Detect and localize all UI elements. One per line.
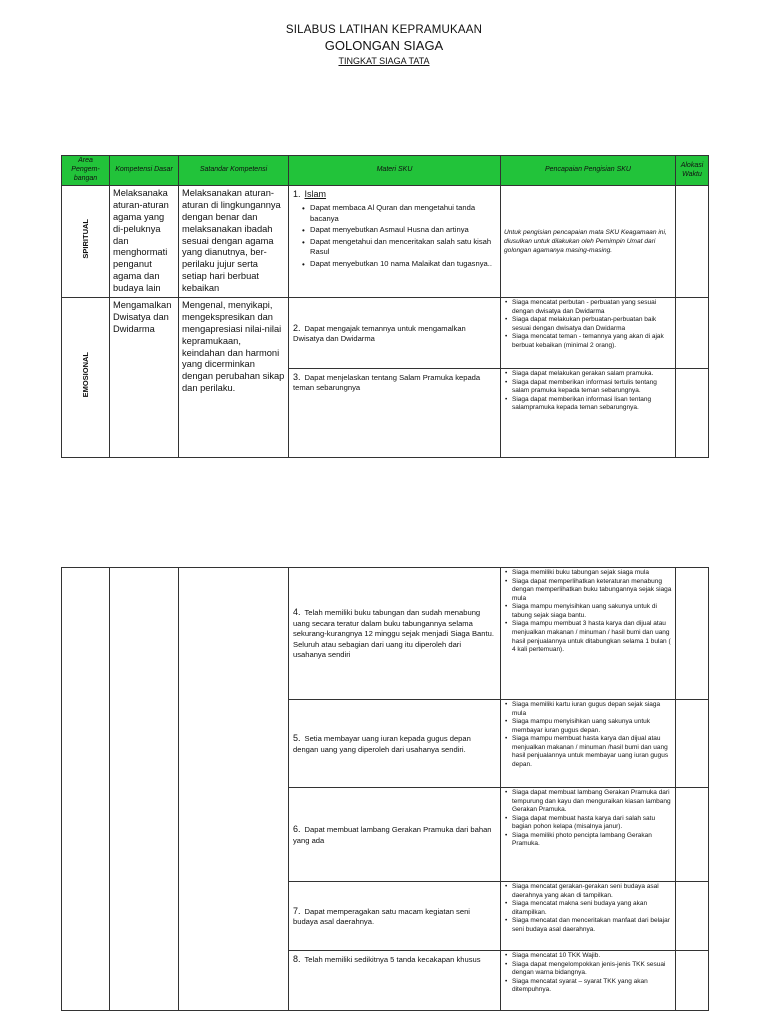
materi-number: 1. xyxy=(293,189,301,199)
materi-cell xyxy=(289,700,501,788)
list-item: • Siaga memiliki kartu iuran gugus depan sejak siaga mula xyxy=(504,701,672,718)
list-item: • Dapat mengetahui dan menceritakan salah satu kisah Rasul xyxy=(302,237,496,258)
materi-number: 2. xyxy=(293,322,301,333)
materi-text: Dapat menjelaskan tentang Salam Pramuka kepada teman sebarungnya xyxy=(293,373,481,393)
document-title: SILABUS LATIHAN KEPRAMUKAAN xyxy=(285,24,483,36)
list-item: • Siaga mencatat gerakan-gerakan seni budaya asal daerahnya yang akan di tampilkan. xyxy=(504,883,672,900)
alokasi-cell xyxy=(676,369,709,458)
alokasi-cell xyxy=(676,298,709,369)
document-subtitle: GOLONGAN SIAGA xyxy=(324,38,444,53)
materi-text: Dapat membuat lambang Gerakan Pramuka dari bahan yang ada xyxy=(293,825,492,845)
area-label: SPIRITUAL xyxy=(81,219,90,259)
header-pencapaian: Pencapaian Pengisian SKU xyxy=(501,156,676,186)
kompetensi-dasar-cell: Mengamalkan Dwisatya dan Dwidarma xyxy=(110,298,179,458)
materi-text: Telah memiliki buku tabungan dan sudah menabung uang secara teratur dalam buku tabungannya selama sekurang-kurangnya 12 minggu sejak menjadi Siaga Bantu. Seluruh atau sebagian dari uang itu diperoleh dari usahanya sendiri xyxy=(293,608,494,660)
list-item: • Siaga mampu menyisihkan uang sakunya untuk membayar iuran gugus depan. xyxy=(504,718,672,735)
standar-kompetensi-cell: Melaksanakan aturan-aturan di lingkungannya dengan benar dan melaksanakan ibadah sesuai dengan agama yang dianutnya, ber-perilaku jujur serta setiap hari berbuat kebaikan xyxy=(179,186,289,298)
list-item: • Siaga dapat memberikan informasi lisan tentang salampramuka kepada teman sebarungnya. xyxy=(504,396,672,413)
syllabus-table-2 xyxy=(61,567,709,1011)
pencapaian-cell xyxy=(501,951,676,1011)
syllabus-table-1 xyxy=(61,155,709,458)
area-cell xyxy=(62,186,110,298)
materi-text: Setia membayar uang iuran kepada gugus depan dengan uang yang diperoleh dari usahanya sendiri. xyxy=(293,734,471,754)
area-label: EMOSIONAL xyxy=(81,352,90,398)
area-cell xyxy=(62,568,110,1011)
materi-cell xyxy=(289,186,501,298)
document-header xyxy=(0,24,768,66)
materi-number: 8. xyxy=(293,954,301,964)
alokasi-cell xyxy=(676,951,709,1011)
materi-cell xyxy=(289,882,501,951)
list-item: • Siaga memiliki photo pencipta lambang Gerakan Pramuka. xyxy=(504,832,672,849)
document-level: TINGKAT SIAGA TATA xyxy=(338,56,430,66)
alokasi-cell xyxy=(676,568,709,700)
list-item: • Dapat membaca Al Quran dan mengetahui tanda bacanya xyxy=(302,203,496,224)
materi-cell xyxy=(289,298,501,369)
list-item: • Siaga mencatat syarat – syarat TKK yang akan ditempuhnya. xyxy=(504,978,672,995)
table-header-row xyxy=(62,156,709,186)
materi-cell xyxy=(289,951,501,1011)
header-area: Area Pengem- bangan xyxy=(62,156,110,186)
alokasi-cell xyxy=(676,700,709,788)
list-item: • Dapat menyebutkan 10 nama Malaikat dan tugasnya.. xyxy=(302,259,496,269)
materi-text: Telah memiliki sedikitnya 5 tanda kecakapan khusus xyxy=(304,955,481,964)
list-item: • Siaga dapat membuat hasta karya dari salah satu bagian pohon kelapa (misalnya janur). xyxy=(504,815,672,832)
materi-cell xyxy=(289,788,501,882)
list-item: • Siaga dapat memperlihatkan keteraturan menabung dengan memperlihatkan buku tabungannya sejak siaga mula xyxy=(504,578,672,604)
alokasi-cell xyxy=(676,882,709,951)
materi-cell xyxy=(289,369,501,458)
standar-kompetensi-cell xyxy=(179,568,289,1011)
pencapaian-cell xyxy=(501,700,676,788)
materi-number: 4. xyxy=(293,607,301,618)
pencapaian-cell xyxy=(501,788,676,882)
table-row-spiritual xyxy=(62,186,709,298)
list-item: • Siaga dapat mengelompokkan jenis-jenis TKK sesuai dengan warna bidangnya. xyxy=(504,961,672,978)
list-item: • Siaga dapat membuat lambang Gerakan Pramuka dari tempurung dan kayu dan menguraikan kiasan lambang Gerakan Pramuka. xyxy=(504,789,672,815)
alokasi-cell xyxy=(676,788,709,882)
alokasi-cell xyxy=(676,186,709,298)
header-materi-sku: Materi SKU xyxy=(289,156,501,186)
pencapaian-cell: Untuk pengisian pencapaian mata SKU Keagamaan ini, diusulkan untuk dilakukan oleh Pemimpin Umat dari golongan agamanya masing-masing. xyxy=(501,186,676,298)
materi-title: Islam xyxy=(304,189,327,199)
materi-list xyxy=(293,203,496,269)
list-item: • Dapat menyebutkan Asmaul Husna dan artinya xyxy=(302,225,496,235)
header-kompetensi-dasar: Kompetensi Dasar xyxy=(110,156,179,186)
list-item: • Siaga dapat melakukan perbuatan-perbuatan baik sesuai dengan dwisatya dan Dwidarma xyxy=(504,316,672,333)
pencapaian-cell xyxy=(501,369,676,458)
pencapaian-cell xyxy=(501,568,676,700)
list-item: • Siaga mencatat teman - temannya yang akan di ajak berbuat kebaikan (minimal 2 orang). xyxy=(504,333,672,350)
header-standar-kompetensi: Satandar Kompetensi xyxy=(179,156,289,186)
pencapaian-cell xyxy=(501,298,676,369)
list-item: • Siaga mencatat perbutan - perbuatan yang sesuai dengan dwisatya dan Dwidarma xyxy=(504,299,672,316)
materi-number: 6. xyxy=(293,824,301,835)
list-item: • Siaga dapat melakukan gerakan salam pramuka. xyxy=(504,370,672,379)
list-item: • Siaga mencatat 10 TKK Wajib. xyxy=(504,952,672,961)
list-item: • Siaga mampu membuat 3 hasta karya dan dijual atau menjualkan makanan / minuman / hasil bumi dan uang hasil penjualannya untuk ditabungkan selama 1 bulan ( 4 kali pertemuan). xyxy=(504,620,672,654)
area-cell xyxy=(62,298,110,458)
table-row xyxy=(62,298,709,369)
header-alokasi-waktu: Alokasi Waktu xyxy=(676,156,709,186)
materi-text: Dapat mengajak temannya untuk mengamalkan Dwisatya dan Dwidarma xyxy=(293,323,466,344)
list-item: • Siaga mencatat dan menceritakan manfaat dari belajar seni budaya asal daerahnya. xyxy=(504,917,672,934)
list-item: • Siaga dapat memberikan informasi tertulis tentang salam pramuka kepada teman sebarungnya. xyxy=(504,379,672,396)
materi-number: 5. xyxy=(293,733,301,744)
pencapaian-cell xyxy=(501,882,676,951)
materi-number: 7. xyxy=(293,905,301,916)
list-item: • Siaga memiliki buku tabungan sejak siaga mula xyxy=(504,569,672,578)
materi-cell xyxy=(289,568,501,700)
kompetensi-dasar-cell xyxy=(110,568,179,1011)
list-item: • Siaga mampu menyisihkan uang sakunya untuk di tabung sejak siaga bantu. xyxy=(504,603,672,620)
standar-kompetensi-cell: Mengenal, menyikapi, mengekspresikan dan mengapresiasi nilai-nilai kepramukaan, keindahan dan harmoni yang dicerminkan dengan perubahan sikap dan perilaku. xyxy=(179,298,289,458)
list-item: • Siaga mencatat makna seni budaya yang akan ditampilkan. xyxy=(504,900,672,917)
materi-number: 3. xyxy=(293,372,301,383)
kompetensi-dasar-cell: Melaksanaka aturan-aturan agama yang di-peluknya dan menghormati penganut agama dan budaya lain xyxy=(110,186,179,298)
table-row xyxy=(62,568,709,700)
list-item: • Siaga mampu membuat hasta karya dan dijual atau menjualkan makanan / minuman /hasil bumi dan uang hasil penjualannya untuk membayar uang iuran gugus depan. xyxy=(504,735,672,769)
materi-text: Dapat memperagakan satu macam kegiatan seni budaya asal daerahnya. xyxy=(293,906,470,926)
